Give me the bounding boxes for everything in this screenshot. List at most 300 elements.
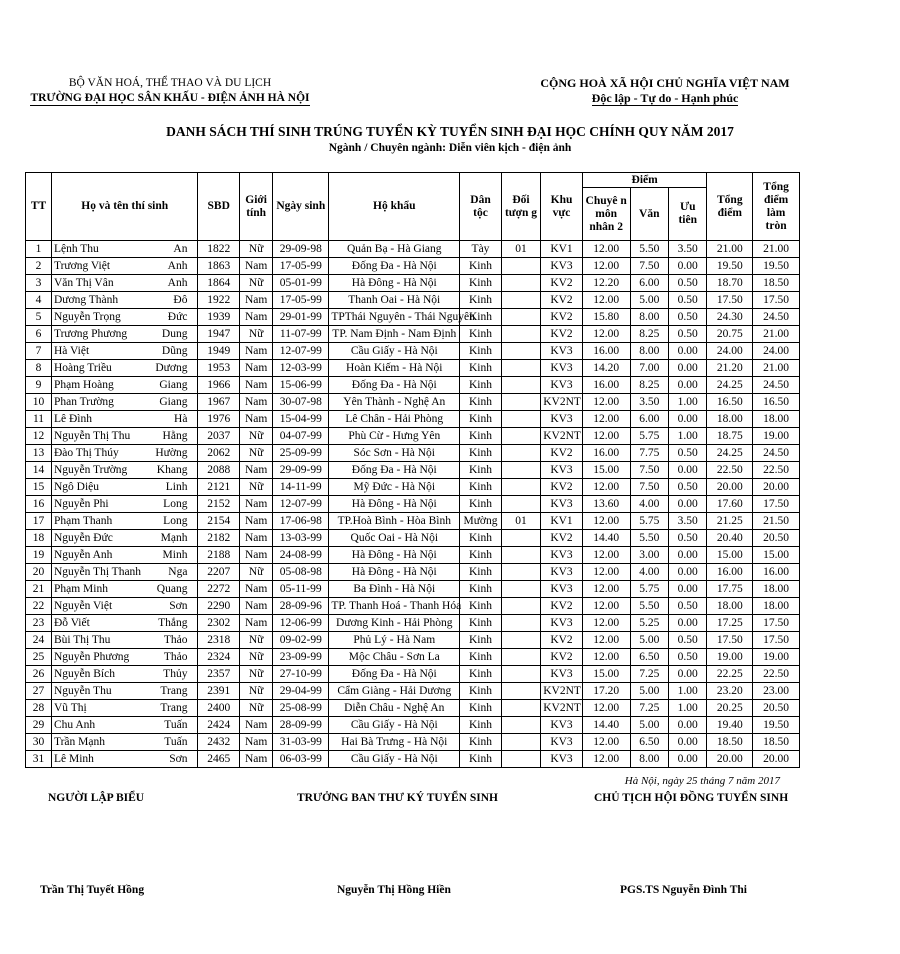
given-name: Quang bbox=[156, 582, 188, 595]
cell-region: KV2 bbox=[541, 479, 583, 496]
cell-ethnic: Kinh bbox=[460, 700, 502, 717]
given-name: Tuấn bbox=[164, 718, 188, 731]
cell-name bbox=[51, 445, 197, 462]
cell-address: Phù Cừ - Hưng Yên bbox=[329, 428, 460, 445]
cell-major: 16.00 bbox=[582, 445, 630, 462]
cell-name bbox=[51, 598, 197, 615]
cell-tt: 26 bbox=[26, 666, 52, 683]
cell-total: 24.25 bbox=[707, 445, 753, 462]
col-priority: Ưu tiên bbox=[669, 188, 707, 241]
surname: Nguyễn Đức bbox=[53, 531, 113, 544]
cell-ethnic: Kinh bbox=[460, 377, 502, 394]
cell-sbd: 2400 bbox=[198, 700, 240, 717]
cell-tt: 23 bbox=[26, 615, 52, 632]
cell-rounded: 19.50 bbox=[753, 258, 800, 275]
cell-total: 22.25 bbox=[707, 666, 753, 683]
given-name: Hằng bbox=[162, 429, 188, 442]
cell-tt: 15 bbox=[26, 479, 52, 496]
table-row bbox=[26, 411, 800, 428]
cell-gender: Nam bbox=[240, 411, 273, 428]
cell-region: KV3 bbox=[541, 496, 583, 513]
cell-address: Diễn Châu - Nghệ An bbox=[329, 700, 460, 717]
cell-rounded: 21.00 bbox=[753, 360, 800, 377]
table-row bbox=[26, 530, 800, 547]
cell-address: Cầu Giấy - Hà Nội bbox=[329, 343, 460, 360]
given-name: Thắng bbox=[158, 616, 188, 629]
cell-name bbox=[51, 530, 197, 547]
cell-tt: 21 bbox=[26, 581, 52, 598]
cell-priority: 0.50 bbox=[669, 445, 707, 462]
cell-address: Hà Đông - Hà Nội bbox=[329, 496, 460, 513]
cell-region: KV3 bbox=[541, 411, 583, 428]
cell-rounded: 17.50 bbox=[753, 615, 800, 632]
given-name: Sơn bbox=[169, 599, 188, 612]
cell-gender: Nữ bbox=[240, 649, 273, 666]
given-name: Long bbox=[163, 497, 188, 510]
cell-region: KV3 bbox=[541, 717, 583, 734]
admission-table bbox=[25, 172, 800, 768]
cell-name bbox=[51, 377, 197, 394]
cell-target bbox=[501, 717, 540, 734]
cell-rounded: 18.50 bbox=[753, 734, 800, 751]
cell-priority: 1.00 bbox=[669, 700, 707, 717]
table-row bbox=[26, 309, 800, 326]
cell-priority: 0.50 bbox=[669, 598, 707, 615]
col-total: Tổng điểm bbox=[707, 173, 753, 241]
cell-rounded: 18.00 bbox=[753, 411, 800, 428]
given-name: Thảo bbox=[163, 650, 188, 663]
cell-region: KV2NT bbox=[541, 428, 583, 445]
cell-target bbox=[501, 581, 540, 598]
cell-address: Cầu Giấy - Hà Nội bbox=[329, 751, 460, 768]
surname: Nguyễn Bích bbox=[53, 667, 115, 680]
given-name: Sơn bbox=[169, 752, 188, 765]
cell-region: KV3 bbox=[541, 615, 583, 632]
cell-dob: 25-09-99 bbox=[273, 445, 329, 462]
cell-rounded: 15.00 bbox=[753, 547, 800, 564]
cell-region: KV3 bbox=[541, 564, 583, 581]
cell-region: KV3 bbox=[541, 377, 583, 394]
cell-dob: 17-05-99 bbox=[273, 258, 329, 275]
cell-sbd: 2088 bbox=[198, 462, 240, 479]
cell-major: 12.20 bbox=[582, 275, 630, 292]
surname: Đỗ Viết bbox=[53, 616, 90, 629]
cell-target: 01 bbox=[501, 513, 540, 530]
given-name: Dương bbox=[155, 361, 188, 374]
cell-tt: 22 bbox=[26, 598, 52, 615]
cell-literature: 5.50 bbox=[630, 241, 668, 258]
cell-ethnic: Kinh bbox=[460, 479, 502, 496]
cell-priority: 0.50 bbox=[669, 309, 707, 326]
cell-total: 19.40 bbox=[707, 717, 753, 734]
cell-rounded: 19.50 bbox=[753, 717, 800, 734]
cell-literature: 3.50 bbox=[630, 394, 668, 411]
cell-region: KV3 bbox=[541, 666, 583, 683]
col-sbd: SBD bbox=[198, 173, 240, 241]
cell-dob: 11-07-99 bbox=[273, 326, 329, 343]
cell-tt: 9 bbox=[26, 377, 52, 394]
cell-target bbox=[501, 479, 540, 496]
cell-tt: 18 bbox=[26, 530, 52, 547]
cell-tt: 17 bbox=[26, 513, 52, 530]
cell-sbd: 1864 bbox=[198, 275, 240, 292]
cell-tt: 8 bbox=[26, 360, 52, 377]
cell-gender: Nam bbox=[240, 343, 273, 360]
cell-sbd: 1822 bbox=[198, 241, 240, 258]
date-line: Hà Nội, ngày 25 tháng 7 năm 2017 bbox=[624, 775, 780, 787]
cell-tt: 19 bbox=[26, 547, 52, 564]
cell-major: 12.00 bbox=[582, 751, 630, 768]
cell-sbd: 2324 bbox=[198, 649, 240, 666]
cell-dob: 15-06-99 bbox=[273, 377, 329, 394]
cell-sbd: 2188 bbox=[198, 547, 240, 564]
cell-gender: Nữ bbox=[240, 428, 273, 445]
cell-major: 12.00 bbox=[582, 615, 630, 632]
cell-ethnic: Kinh bbox=[460, 666, 502, 683]
surname: Nguyễn Trường bbox=[53, 463, 128, 476]
document-subtitle: Ngành / Chuyên ngành: Diễn viên kịch - điện ảnh bbox=[328, 142, 572, 154]
cell-rounded: 16.00 bbox=[753, 564, 800, 581]
surname: Nguyễn Phi bbox=[53, 497, 109, 510]
cell-literature: 5.75 bbox=[630, 428, 668, 445]
table-body bbox=[26, 241, 800, 768]
cell-major: 12.00 bbox=[582, 700, 630, 717]
cell-literature: 7.50 bbox=[630, 462, 668, 479]
cell-tt: 27 bbox=[26, 683, 52, 700]
cell-rounded: 19.00 bbox=[753, 649, 800, 666]
cell-major: 16.00 bbox=[582, 377, 630, 394]
cell-sbd: 2391 bbox=[198, 683, 240, 700]
cell-address: TPThái Nguyên - Thái Nguyên bbox=[329, 309, 460, 326]
cell-priority: 0.00 bbox=[669, 615, 707, 632]
cell-target bbox=[501, 666, 540, 683]
col-literature: Văn bbox=[630, 188, 668, 241]
cell-priority: 0.00 bbox=[669, 751, 707, 768]
cell-target bbox=[501, 751, 540, 768]
cell-gender: Nam bbox=[240, 530, 273, 547]
cell-ethnic: Kinh bbox=[460, 258, 502, 275]
cell-total: 21.25 bbox=[707, 513, 753, 530]
given-name: Minh bbox=[162, 548, 188, 561]
cell-tt: 1 bbox=[26, 241, 52, 258]
cell-sbd: 1863 bbox=[198, 258, 240, 275]
cell-total: 18.00 bbox=[707, 598, 753, 615]
cell-address: Mộc Châu - Sơn La bbox=[329, 649, 460, 666]
given-name: Dũng bbox=[161, 344, 188, 357]
table-row bbox=[26, 547, 800, 564]
cell-ethnic: Kinh bbox=[460, 275, 502, 292]
cell-literature: 5.75 bbox=[630, 513, 668, 530]
surname: Nguyễn Thị Thu bbox=[53, 429, 131, 442]
cell-ethnic: Tày bbox=[460, 241, 502, 258]
cell-gender: Nam bbox=[240, 394, 273, 411]
cell-sbd: 2357 bbox=[198, 666, 240, 683]
cell-region: KV3 bbox=[541, 258, 583, 275]
cell-gender: Nam bbox=[240, 734, 273, 751]
cell-ethnic: Mường bbox=[460, 513, 502, 530]
cell-region: KV2NT bbox=[541, 700, 583, 717]
cell-dob: 29-09-98 bbox=[273, 241, 329, 258]
cell-total: 20.00 bbox=[707, 751, 753, 768]
cell-tt: 11 bbox=[26, 411, 52, 428]
cell-address: Hai Bà Trưng - Hà Nội bbox=[329, 734, 460, 751]
cell-dob: 12-06-99 bbox=[273, 615, 329, 632]
chair-name: PGS.TS Nguyễn Đình Thi bbox=[620, 884, 747, 896]
cell-sbd: 1966 bbox=[198, 377, 240, 394]
given-name: Giang bbox=[159, 395, 188, 408]
cell-ethnic: Kinh bbox=[460, 683, 502, 700]
surname: Nguyễn Trọng bbox=[53, 310, 121, 323]
cell-tt: 3 bbox=[26, 275, 52, 292]
cell-priority: 0.00 bbox=[669, 377, 707, 394]
col-name: Họ và tên thí sinh bbox=[51, 173, 197, 241]
cell-rounded: 24.00 bbox=[753, 343, 800, 360]
cell-sbd: 1922 bbox=[198, 292, 240, 309]
col-address: Hộ khẩu bbox=[329, 173, 460, 241]
cell-sbd: 2062 bbox=[198, 445, 240, 462]
cell-ethnic: Kinh bbox=[460, 751, 502, 768]
cell-major: 12.00 bbox=[582, 241, 630, 258]
surname: Lê Đình bbox=[53, 412, 92, 425]
cell-gender: Nam bbox=[240, 496, 273, 513]
cell-name bbox=[51, 309, 197, 326]
cell-target bbox=[501, 547, 540, 564]
cell-total: 18.50 bbox=[707, 734, 753, 751]
cell-ethnic: Kinh bbox=[460, 632, 502, 649]
surname: Hà Việt bbox=[53, 344, 90, 357]
cell-tt: 7 bbox=[26, 343, 52, 360]
cell-major: 12.00 bbox=[582, 258, 630, 275]
cell-total: 19.00 bbox=[707, 649, 753, 666]
cell-priority: 0.00 bbox=[669, 360, 707, 377]
cell-name bbox=[51, 496, 197, 513]
cell-priority: 0.50 bbox=[669, 326, 707, 343]
given-name: Đô bbox=[173, 293, 188, 306]
cell-address: TP. Thanh Hoá - Thanh Hóa bbox=[329, 598, 460, 615]
cell-tt: 2 bbox=[26, 258, 52, 275]
cell-literature: 6.50 bbox=[630, 649, 668, 666]
cell-gender: Nam bbox=[240, 513, 273, 530]
cell-ethnic: Kinh bbox=[460, 649, 502, 666]
cell-dob: 06-03-99 bbox=[273, 751, 329, 768]
cell-total: 20.00 bbox=[707, 479, 753, 496]
cell-literature: 4.00 bbox=[630, 496, 668, 513]
cell-target bbox=[501, 292, 540, 309]
cell-tt: 13 bbox=[26, 445, 52, 462]
cell-target bbox=[501, 649, 540, 666]
cell-target: 01 bbox=[501, 241, 540, 258]
surname: Bùi Thị Thu bbox=[53, 633, 111, 646]
cell-major: 12.00 bbox=[582, 428, 630, 445]
cell-priority: 0.50 bbox=[669, 292, 707, 309]
cell-address: Lê Chân - Hải Phòng bbox=[329, 411, 460, 428]
cell-gender: Nam bbox=[240, 615, 273, 632]
cell-major: 12.00 bbox=[582, 581, 630, 598]
cell-rounded: 20.00 bbox=[753, 479, 800, 496]
cell-address: Yên Thành - Nghệ An bbox=[329, 394, 460, 411]
table-row bbox=[26, 496, 800, 513]
cell-sbd: 2302 bbox=[198, 615, 240, 632]
cell-address: Sóc Sơn - Hà Nội bbox=[329, 445, 460, 462]
given-name: Anh bbox=[167, 276, 188, 289]
cell-sbd: 1976 bbox=[198, 411, 240, 428]
cell-address: TP. Nam Định - Nam Định bbox=[329, 326, 460, 343]
cell-ethnic: Kinh bbox=[460, 343, 502, 360]
cell-literature: 8.00 bbox=[630, 751, 668, 768]
surname: Nguyễn Thị Thanh bbox=[53, 565, 142, 578]
cell-address: Hà Đông - Hà Nội bbox=[329, 564, 460, 581]
document-title: DANH SÁCH THÍ SINH TRÚNG TUYỂN KỲ TUYỂN SINH ĐẠI HỌC CHÍNH QUY NĂM 2017 bbox=[166, 124, 734, 139]
cell-sbd: 2432 bbox=[198, 734, 240, 751]
cell-address: Quản Bạ - Hà Giang bbox=[329, 241, 460, 258]
col-rounded: Tổng điểm làm tròn bbox=[753, 173, 800, 241]
cell-gender: Nữ bbox=[240, 564, 273, 581]
cell-rounded: 17.50 bbox=[753, 632, 800, 649]
cell-major: 12.00 bbox=[582, 326, 630, 343]
cell-gender: Nữ bbox=[240, 700, 273, 717]
cell-priority: 0.00 bbox=[669, 717, 707, 734]
cell-ethnic: Kinh bbox=[460, 564, 502, 581]
cell-tt: 5 bbox=[26, 309, 52, 326]
cell-address: TP.Hoà Bình - Hòa Bình bbox=[329, 513, 460, 530]
cell-tt: 25 bbox=[26, 649, 52, 666]
cell-region: KV3 bbox=[541, 751, 583, 768]
cell-tt: 24 bbox=[26, 632, 52, 649]
cell-literature: 7.25 bbox=[630, 700, 668, 717]
cell-literature: 8.00 bbox=[630, 309, 668, 326]
cell-total: 24.25 bbox=[707, 377, 753, 394]
cell-rounded: 17.50 bbox=[753, 292, 800, 309]
surname: Vũ Thị bbox=[53, 701, 87, 714]
table-row bbox=[26, 649, 800, 666]
cell-address: Ba Đình - Hà Nội bbox=[329, 581, 460, 598]
chair-title: CHỦ TỊCH HỘI ĐỒNG TUYỂN SINH bbox=[594, 792, 789, 804]
cell-target bbox=[501, 343, 540, 360]
cell-priority: 0.50 bbox=[669, 530, 707, 547]
cell-name bbox=[51, 615, 197, 632]
cell-address: Quốc Oai - Hà Nội bbox=[329, 530, 460, 547]
motto: Độc lập - Tự do - Hạnh phúc bbox=[591, 91, 739, 105]
col-target: Đối tượn g bbox=[501, 173, 540, 241]
cell-sbd: 2272 bbox=[198, 581, 240, 598]
cell-gender: Nam bbox=[240, 462, 273, 479]
cell-major: 12.00 bbox=[582, 598, 630, 615]
cell-priority: 0.50 bbox=[669, 275, 707, 292]
cell-tt: 29 bbox=[26, 717, 52, 734]
cell-dob: 28-09-96 bbox=[273, 598, 329, 615]
cell-total: 16.00 bbox=[707, 564, 753, 581]
cell-total: 20.25 bbox=[707, 700, 753, 717]
cell-total: 17.50 bbox=[707, 292, 753, 309]
cell-sbd: 1947 bbox=[198, 326, 240, 343]
cell-region: KV3 bbox=[541, 343, 583, 360]
cell-literature: 8.25 bbox=[630, 377, 668, 394]
cell-rounded: 19.00 bbox=[753, 428, 800, 445]
table-row bbox=[26, 343, 800, 360]
cell-sbd: 2037 bbox=[198, 428, 240, 445]
cell-dob: 29-09-99 bbox=[273, 462, 329, 479]
cell-rounded: 20.00 bbox=[753, 751, 800, 768]
cell-rounded: 24.50 bbox=[753, 309, 800, 326]
cell-rounded: 22.50 bbox=[753, 666, 800, 683]
cell-sbd: 2154 bbox=[198, 513, 240, 530]
cell-literature: 5.00 bbox=[630, 292, 668, 309]
cell-literature: 7.75 bbox=[630, 445, 668, 462]
cell-target bbox=[501, 615, 540, 632]
cell-priority: 0.00 bbox=[669, 547, 707, 564]
cell-ethnic: Kinh bbox=[460, 445, 502, 462]
cell-literature: 5.00 bbox=[630, 683, 668, 700]
cell-sbd: 2182 bbox=[198, 530, 240, 547]
cell-sbd: 1967 bbox=[198, 394, 240, 411]
cell-region: KV2 bbox=[541, 445, 583, 462]
table-row bbox=[26, 632, 800, 649]
cell-dob: 12-03-99 bbox=[273, 360, 329, 377]
cell-literature: 7.50 bbox=[630, 258, 668, 275]
surname: Văn Thị Vân bbox=[53, 276, 114, 289]
cell-dob: 29-04-99 bbox=[273, 683, 329, 700]
cell-ethnic: Kinh bbox=[460, 615, 502, 632]
cell-tt: 6 bbox=[26, 326, 52, 343]
cell-name bbox=[51, 394, 197, 411]
cell-region: KV3 bbox=[541, 360, 583, 377]
school-name: TRƯỜNG ĐẠI HỌC SÂN KHẤU - ĐIỆN ẢNH HÀ NỘI bbox=[30, 92, 310, 104]
col-major: Chuyê n môn nhân 2 bbox=[582, 188, 630, 241]
given-name: Trang bbox=[160, 684, 188, 697]
cell-target bbox=[501, 258, 540, 275]
cell-priority: 0.00 bbox=[669, 258, 707, 275]
cell-name bbox=[51, 649, 197, 666]
cell-priority: 0.50 bbox=[669, 632, 707, 649]
surname: Dương Thành bbox=[53, 293, 119, 306]
table-row bbox=[26, 275, 800, 292]
given-name: Thảo bbox=[163, 633, 188, 646]
given-name: Hà bbox=[174, 412, 188, 425]
cell-region: KV3 bbox=[541, 462, 583, 479]
cell-name bbox=[51, 513, 197, 530]
cell-rounded: 18.00 bbox=[753, 581, 800, 598]
table-row bbox=[26, 734, 800, 751]
table-row bbox=[26, 581, 800, 598]
cell-sbd: 2152 bbox=[198, 496, 240, 513]
cell-name bbox=[51, 241, 197, 258]
cell-major: 12.00 bbox=[582, 513, 630, 530]
cell-name bbox=[51, 547, 197, 564]
cell-major: 14.40 bbox=[582, 717, 630, 734]
col-region: Khu vực bbox=[541, 173, 583, 241]
cell-total: 15.00 bbox=[707, 547, 753, 564]
col-tt: TT bbox=[26, 173, 52, 241]
secretary-title: TRƯỞNG BAN THƯ KÝ TUYỂN SINH bbox=[297, 792, 498, 804]
table-row bbox=[26, 360, 800, 377]
cell-literature: 5.50 bbox=[630, 530, 668, 547]
given-name: Đức bbox=[167, 310, 188, 323]
cell-gender: Nữ bbox=[240, 479, 273, 496]
cell-sbd: 2424 bbox=[198, 717, 240, 734]
cell-ethnic: Kinh bbox=[460, 717, 502, 734]
cell-name bbox=[51, 751, 197, 768]
cell-literature: 6.00 bbox=[630, 411, 668, 428]
cell-priority: 1.00 bbox=[669, 394, 707, 411]
cell-major: 12.00 bbox=[582, 632, 630, 649]
cell-rounded: 21.00 bbox=[753, 326, 800, 343]
cell-address: Đống Đa - Hà Nội bbox=[329, 666, 460, 683]
cell-ethnic: Kinh bbox=[460, 462, 502, 479]
given-name: Giang bbox=[159, 378, 188, 391]
cell-region: KV3 bbox=[541, 547, 583, 564]
table-row bbox=[26, 258, 800, 275]
surname: Nguyễn Thu bbox=[53, 684, 112, 697]
